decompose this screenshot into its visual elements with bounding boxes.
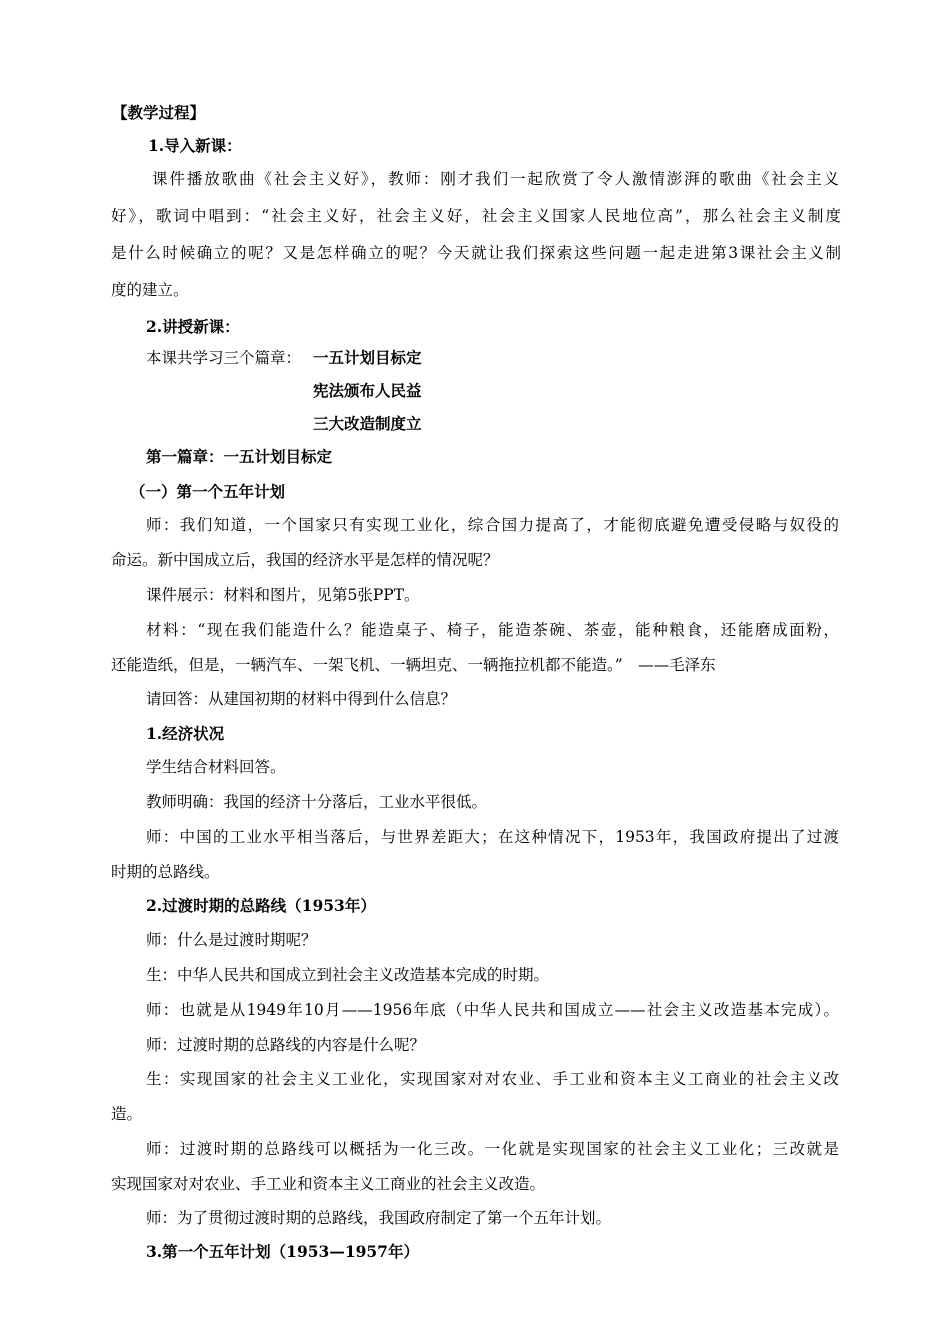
paragraph-line: 生：实现国家的社会主义工业化，实现国家对对农业、手工业和资本主义工商业的社会主义改 <box>146 1070 839 1088</box>
section-heading-teaching-process: 【教学过程】 <box>112 103 206 122</box>
paragraph-line: 师：也就是从1949年10月——1956年底（中华人民共和国成立——社会主义改造基本完成）。 <box>146 1001 839 1019</box>
paragraph-line: 好》，歌词中唱到：“社会主义好，社会主义好，社会主义国家人民地位高”，那么社会主义制度 <box>111 207 841 225</box>
paragraph-line: 师：中国的工业水平相当落后，与世界差距大；在这种情况下，1953年，我国政府提出了过渡 <box>146 828 839 846</box>
heading-intro-new-lesson: 1.导入新课： <box>148 136 242 155</box>
paragraph-line: 命运。新中国成立后，我国的经济水平是怎样的情况呢？ <box>111 551 499 569</box>
paragraph-line: 是什么时候确立的呢？又是怎样确立的呢？今天就让我们探索这些问题一起走进第3课社会主义制 <box>111 244 841 262</box>
paragraph-line: 师：为了贯彻过渡时期的总路线，我国政府制定了第一个五年计划。 <box>146 1209 612 1227</box>
heading-chapter-one: 第一篇章：一五计划目标定 <box>146 447 333 466</box>
heading-first-five-year-plan-dates: 3.第一个五年计划（1953—1957年） <box>146 1242 419 1261</box>
paragraph-line: 材料：“现在我们能造什么？能造桌子、椅子，能造茶碗、茶壶，能种粮食，还能磨成面粉， <box>146 621 839 639</box>
paragraph-line: 生：中华人民共和国成立到社会主义改造基本完成的时期。 <box>146 966 550 984</box>
paragraph-line: 请回答：从建国初期的材料中得到什么信息？ <box>146 690 457 708</box>
paragraph-line: 课件展示：材料和图片，见第5张PPT。 <box>146 586 420 604</box>
chapter-list-item: 宪法颁布人民益 <box>313 381 422 400</box>
heading-general-line: 2.过渡时期的总路线（1953年） <box>146 896 376 915</box>
paragraph-line: 师：什么是过渡时期呢？ <box>146 931 317 949</box>
paragraph-line: 实现国家对对农业、手工业和资本主义工商业的社会主义改造。 <box>111 1175 546 1193</box>
heading-teach-new-lesson: 2.讲授新课： <box>146 317 240 336</box>
paragraph-line: 师：过渡时期的总路线的内容是什么呢？ <box>146 1036 426 1054</box>
paragraph-line: 师：我们知道，一个国家只有实现工业化，综合国力提高了，才能彻底避免遭受侵略与奴役的 <box>146 516 839 534</box>
paragraph-line: 课件播放歌曲《社会主义好》，教师：刚才我们一起欣赏了令人激情澎湃的歌曲《社会主义 <box>152 170 839 188</box>
chapter-list-item: 三大改造制度立 <box>313 414 422 433</box>
chapter-list-item: 一五计划目标定 <box>313 348 422 367</box>
paragraph-line: 教师明确：我国的经济十分落后，工业水平很低。 <box>146 793 488 811</box>
heading-economic-status: 1.经济状况 <box>146 724 225 743</box>
paragraph-line: 造。 <box>111 1105 143 1123</box>
paragraph-line: 学生结合材料回答。 <box>146 758 286 776</box>
paragraph-line: 时期的总路线。 <box>111 863 220 881</box>
paragraph-line: 师：过渡时期的总路线可以概括为一化三改。一化就是实现国家的社会主义工业化；三改就是 <box>146 1140 839 1158</box>
paragraph-line: 本课共学习三个篇章： <box>146 349 302 367</box>
paragraph-line: 还能造纸，但是，一辆汽车、一架飞机、一辆坦克、一辆拖拉机都不能造。” ——毛泽东 <box>111 656 716 674</box>
heading-first-five-year-plan: （一）第一个五年计划 <box>130 482 286 501</box>
paragraph-line: 度的建立。 <box>111 281 189 299</box>
